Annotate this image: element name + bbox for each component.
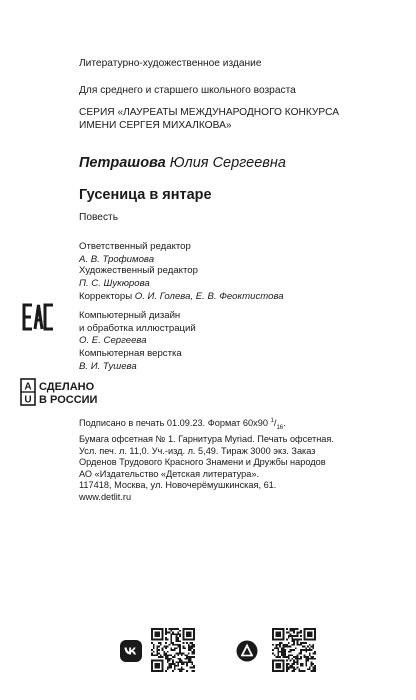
credit-layout-role: Компьютерная верстка	[79, 348, 182, 359]
book-title-text: Гусеница в янтаре	[79, 187, 212, 203]
vk-icon	[120, 640, 142, 662]
credit-correctors-role: Корректоры	[79, 291, 133, 302]
made-in-russia-badge-bottom: U	[24, 394, 32, 406]
credit-design-role-line-2: и обработка иллюстраций	[79, 322, 196, 334]
credit-art-name: П. С. Шукюрова	[79, 277, 150, 289]
publisher-info	[79, 457, 404, 503]
series-line-2: ИМЕНИ СЕРГЕЯ МИХАЛКОВА»	[79, 120, 232, 131]
author-surname: Петрашова	[79, 155, 166, 171]
genre	[79, 211, 404, 224]
print-details-line-1-end: .	[283, 418, 286, 428]
credit-layout-name: В. И. Тушева	[79, 360, 137, 372]
book-title	[79, 186, 404, 204]
audience-text: Для среднего и старшего школьного возраста	[79, 85, 296, 96]
credit-layout	[79, 348, 404, 373]
made-in-russia-icon	[20, 378, 110, 406]
eac-mark-label: EAC	[38, 332, 41, 333]
credit-design-name: О. Е. Сергеева	[79, 335, 147, 346]
made-in-russia-line-2: В РОССИИ	[39, 394, 98, 406]
series-line-1: СЕРИЯ «ЛАУРЕАТЫ МЕЖДУНАРОДНОГО КОНКУРСА	[79, 107, 339, 118]
format-fraction-numerator: 1	[270, 418, 274, 424]
publisher-line-2: АО «Издательство «Детская литература».	[79, 468, 260, 479]
credit-art-editor	[79, 265, 404, 290]
vk-qr-code	[151, 628, 195, 672]
credit-editor-role: Ответственный редактор	[79, 241, 191, 252]
publisher-address: 117418, Москва, ул. Новочерёмушкинская, 61.	[79, 480, 277, 491]
author	[79, 154, 404, 172]
credit-art-role: Художественный редактор	[79, 265, 198, 276]
author-given-names: Юлия Сергеевна	[169, 155, 286, 171]
series	[79, 106, 404, 132]
eac-mark-icon	[22, 301, 54, 333]
made-in-russia-badge-top: А	[24, 381, 32, 393]
print-details-line-1: Подписано в печать 01.09.23. Формат 60х90	[79, 418, 268, 428]
credit-correctors	[79, 291, 404, 304]
print-details: Подписано в печать 01.09.23. Формат 60х90 $^1/_{16}$. Бумага офсетная № 1. Гарнитура Myriad. Печать офсетная. Усл. печ. л. 11,0. Уч.-изд. л. 5,49. Тираж 3000 экз. Заказ	[79, 418, 404, 458]
credit-design-role-line-1: Компьютерный дизайн	[79, 310, 181, 321]
credit-correctors-names: О. И. Голева, Е. В. Феоктистова	[134, 291, 284, 302]
detlit-logo-icon	[236, 640, 258, 662]
publisher-website: www.detlit.ru	[79, 491, 132, 502]
credit-design	[79, 310, 404, 348]
publisher-line-1: Орденов Трудового Красного Знамени и Дружбы народов	[79, 457, 326, 467]
print-details-line-3: Усл. печ. л. 11,0. Уч.-изд. л. 5,49. Тираж 3000 экз. Заказ	[79, 446, 316, 457]
genre-text: Повесть	[79, 212, 119, 223]
print-details-line-2: Бумага офсетная № 1. Гарнитура Myriad. Печать офсетная.	[79, 434, 334, 445]
credit-editor-name: А. В. Трофимова	[79, 253, 155, 265]
made-in-russia-line-1: СДЕЛАНО	[39, 381, 95, 393]
format-fraction-denominator: 16	[276, 424, 284, 431]
edition-type-text: Литературно-художественное издание	[79, 58, 262, 69]
edition-type	[79, 57, 404, 70]
site-qr-code	[272, 628, 316, 672]
audience	[79, 84, 404, 97]
credit-editor	[79, 241, 404, 266]
